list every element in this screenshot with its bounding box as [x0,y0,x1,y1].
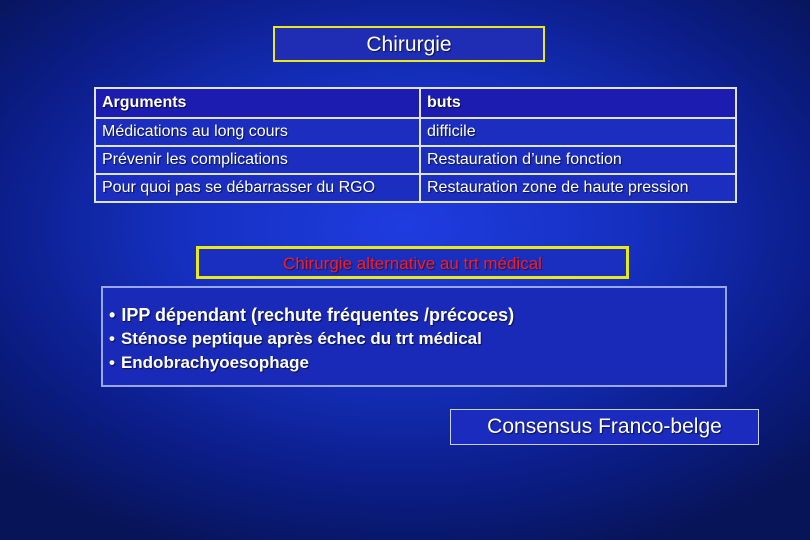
list-item [109,327,725,351]
table-cell: Pour quoi pas se débarrasser du RGO [95,174,420,202]
table-cell: Restauration zone de haute pression [420,174,736,202]
alternative-title-box [196,246,629,279]
table-row [95,118,736,146]
bullet-icon: • [109,329,115,348]
list-item-text: Sténose peptique après échec du trt médical [120,329,482,348]
table-row [95,174,736,202]
table-cell: difficile [420,118,736,146]
table-row [95,146,736,174]
table-header-buts: buts [420,88,736,118]
list-item-text: IPP dépendant (rechute fréquentes /précoces) [121,305,515,325]
arguments-table [94,87,737,203]
indications-list [101,286,727,387]
consensus-label: Consensus Franco-belge [487,415,722,438]
table-header-row [95,88,736,118]
consensus-box [450,409,759,445]
list-item [109,351,725,375]
table-cell: Médications au long cours [95,118,420,146]
bullet-icon: • [109,305,116,325]
table-cell: Restauration d’une fonction [420,146,736,174]
bullet-icon: • [109,353,115,372]
list-item [109,303,725,327]
slide-title-box [273,26,545,62]
list-item-text: Endobrachyoesophage [120,353,309,372]
slide-title: Chirurgie [366,33,452,56]
table-cell: Prévenir les complications [95,146,420,174]
table-header-arguments: Arguments [95,88,420,118]
alternative-title: Chirurgie alternative au trt médical [283,254,542,273]
